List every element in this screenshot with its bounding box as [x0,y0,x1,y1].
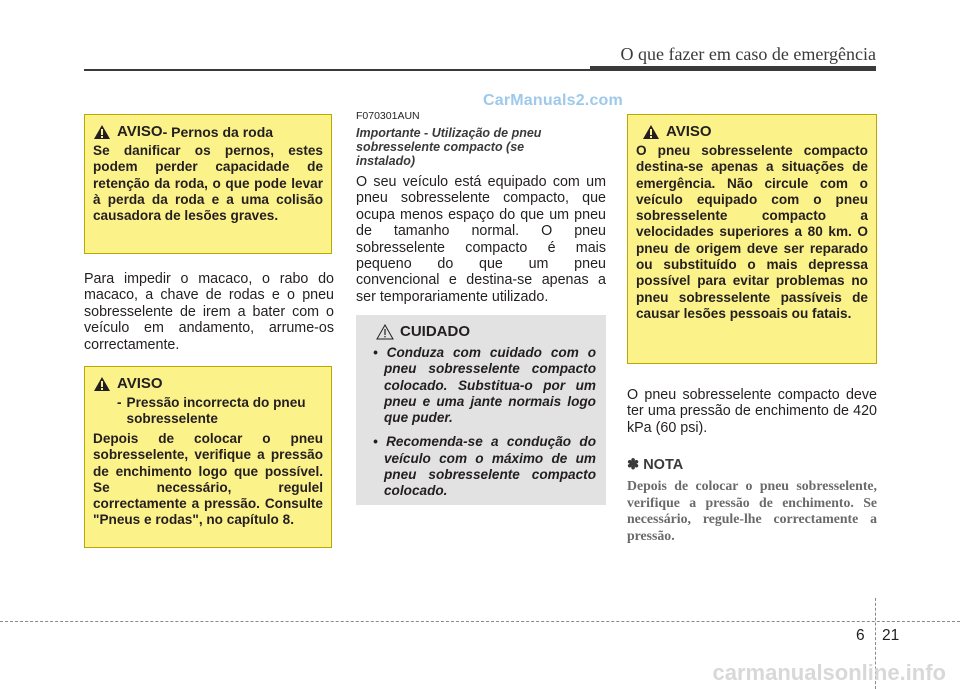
warning-head-sub: - Pernos da roda [162,123,274,140]
chapter-number: 6 [856,627,865,644]
caution-item: • Recomenda-se a condução do veículo com o máximo de um pneu sobresselente compacto colocado. [373,434,596,499]
right-paragraph: O pneu sobresselente compacto deve ter uma pressão de enchimento de 420 kPa (60 psi). [627,387,877,436]
warning-head: AVISO [117,375,163,392]
warning-text: Depois de colocar o pneu sobresselente, verifique a pressão de enchimento logo que possível. Se necessário, regulel correctamente a pressão. Consulte "Pneus e rodas", no capítulo 8. [93,431,323,528]
nota-heading: ✽ NOTA [627,457,684,473]
warning-box-compact-spare [627,114,877,364]
nota-text: Depois de colocar o pneu sobresselente, verifique a pressão de enchimento. Se necessário, regule-lhe correctamente a pressão. [627,478,877,543]
section-title: O que fazer em caso de emergência [620,44,876,64]
warning-head: AVISO [666,123,712,140]
warning-text: O pneu sobresselente compacto destina-se apenas a situações de emergência. Não circule com o veículo equipado com o pneu sobresselente compacto a velocidades superiores a 80 km. O pneu de origem deve ser reparado ou substituído o mais depressa possível para evitar problemas no pneu sobresselente passíveis de causar lesões pessoais ou fatais. [636,143,868,321]
section-subtitle: Importante - Utilização de pneu sobresselente compacto (se instalado) [356,126,542,168]
watermark-top: CarManuals2.com [483,92,623,109]
warning-box-wheel-nuts [84,114,332,254]
left-paragraph: Para impedir o macaco, o rabo do macaco, a chave de rodas e o pneu sobresselente de irem a bater com o veículo em andamento, arrume-os correctamente. [84,271,334,353]
warning-text: Se danificar os pernos, estes podem perder capacidade de retenção da roda, o que pode levar à perda da roda e a uma colisão causadora de lesões graves. [93,143,323,224]
caution-icon [376,324,394,340]
caution-head: CUIDADO [400,323,470,340]
footer-rule [0,621,960,622]
warning-icon [93,376,111,392]
warning-sub-dash: - [117,395,122,410]
warning-head: AVISO [117,123,163,140]
warning-icon [93,124,111,140]
warning-box-pressure [84,366,332,548]
caution-item: • Conduza com cuidado com o pneu sobresselente compacto colocado. Substitua-o por um pneu e uma jante normais logo que puder. [373,345,596,426]
caution-box [356,315,606,505]
section-code: F070301AUN [356,110,420,122]
warning-icon [642,124,660,140]
middle-paragraph: O seu veículo está equipado com um pneu sobresselente compacto, que ocupa menos espaço do que um pneu de tamanho normal. O pneu sobresselente compacto é mais pequeno do que um pneu convencional e destina-se apenas a ser temporariamente utilizado. [356,174,606,305]
watermark-bottom: carmanualsonline.info [712,660,946,685]
warning-sub: Pressão incorrecta do pneu sobresselente [126,395,306,426]
header-rule-thick [590,66,876,71]
page-number: 21 [882,627,900,644]
nota-icon: ✽ [627,457,640,473]
